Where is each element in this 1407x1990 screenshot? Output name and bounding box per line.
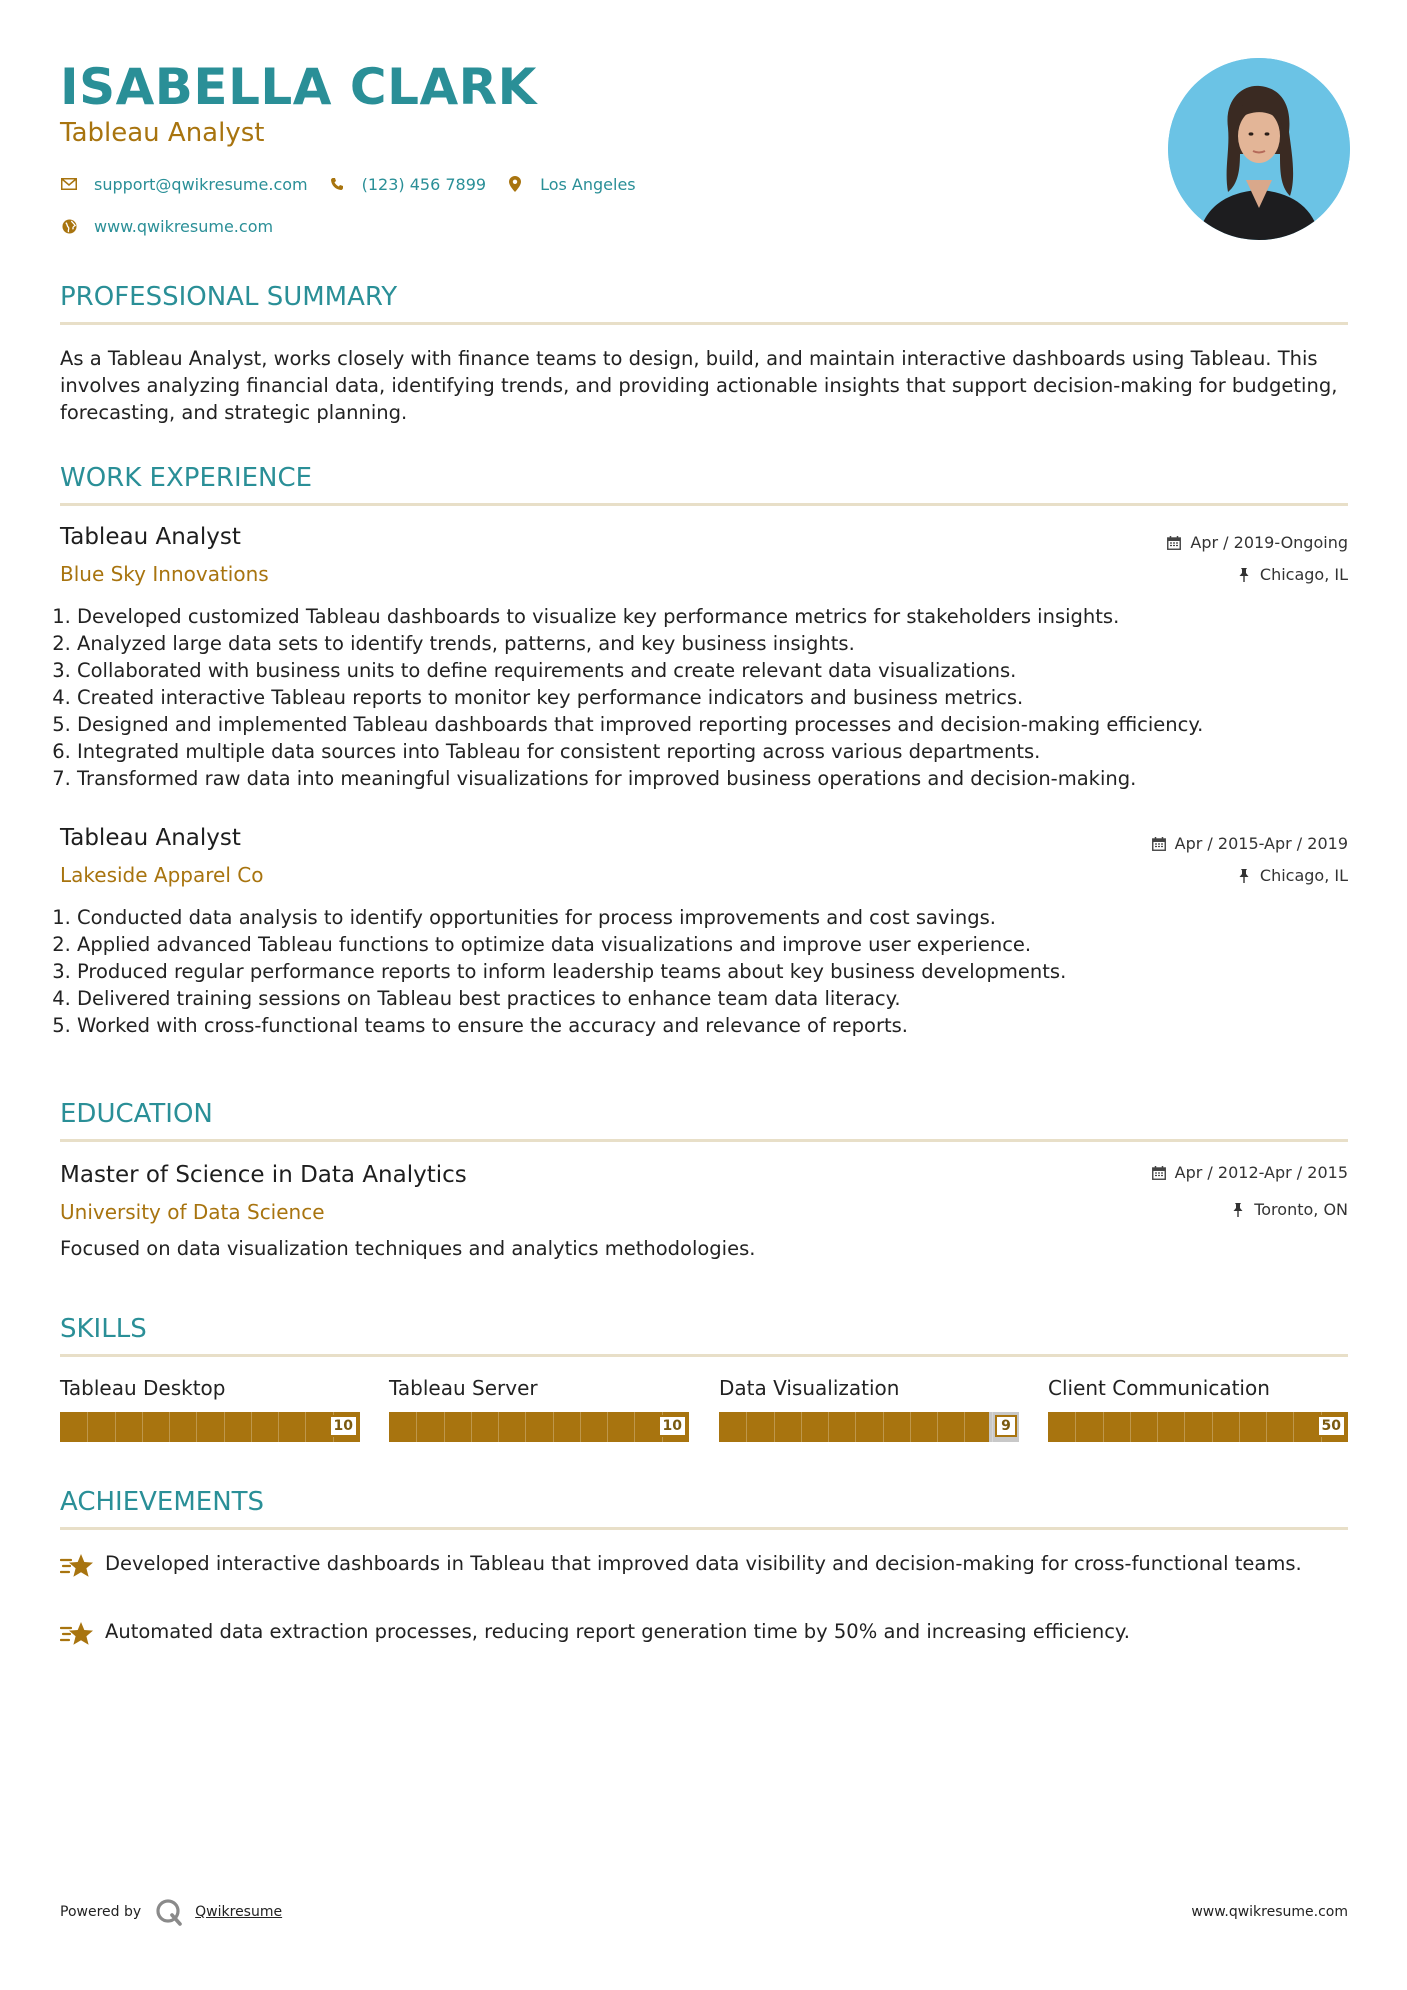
skill-bar-segment bbox=[278, 1412, 279, 1442]
list-item: 1. Conducted data analysis to identify opportunities for process improvements and cost savings. bbox=[77, 904, 1348, 931]
education-dates-text: Apr / 2012-Apr / 2015 bbox=[1174, 1163, 1348, 1182]
section-divider bbox=[60, 322, 1348, 325]
profile-photo bbox=[1168, 58, 1350, 240]
footer-website[interactable]: www.qwikresume.com bbox=[1191, 1904, 1348, 1920]
school-name: University of Data Science bbox=[60, 1200, 325, 1224]
skill-bar-segment bbox=[196, 1412, 197, 1442]
resume-page bbox=[60, 0, 1348, 1990]
job-location bbox=[1236, 565, 1348, 584]
section-title-summary: PROFESSIONAL SUMMARY bbox=[60, 282, 398, 312]
job-location bbox=[1236, 866, 1348, 885]
list-item: 6. Integrated multiple data sources into Tableau for consistent reporting across various departments. bbox=[77, 738, 1348, 765]
skill-bar-segment bbox=[115, 1412, 116, 1442]
powered-by-label: Powered by bbox=[60, 1904, 142, 1920]
list-item: 4. Delivered training sessions on Tableau best practices to enhance team data literacy. bbox=[77, 985, 1348, 1012]
job-dates bbox=[1166, 533, 1348, 552]
list-item: 2. Applied advanced Tableau functions to optimize data visualizations and improve user experience. bbox=[77, 931, 1348, 958]
skill-bar-segment bbox=[774, 1412, 775, 1442]
skill-bar-segment bbox=[169, 1412, 170, 1442]
contact-row-2 bbox=[60, 214, 293, 238]
skill-bar-segment bbox=[746, 1412, 747, 1442]
skill-bar-segment bbox=[525, 1412, 526, 1442]
section-title-achievements: ACHIEVEMENTS bbox=[60, 1487, 265, 1517]
skill-bar-segment bbox=[855, 1412, 856, 1442]
section-title-skills: SKILLS bbox=[60, 1314, 147, 1344]
skill-bar-segment bbox=[251, 1412, 252, 1442]
location-text: Los Angeles bbox=[540, 174, 636, 194]
job-dates-text: Apr / 2019-Ongoing bbox=[1190, 533, 1348, 552]
job-dates-text: Apr / 2015-Apr / 2019 bbox=[1174, 834, 1348, 853]
skill-bar-fill bbox=[1048, 1412, 1348, 1442]
job-title: Tableau Analyst bbox=[60, 825, 241, 851]
skill-score: 50 bbox=[1317, 1415, 1346, 1437]
skill-bar-segment bbox=[1239, 1412, 1240, 1442]
section-divider bbox=[60, 503, 1348, 506]
skill-bar-segment bbox=[444, 1412, 445, 1442]
skill-bar-segment bbox=[553, 1412, 554, 1442]
star-award-icon bbox=[60, 1552, 94, 1582]
job-dates bbox=[1151, 834, 1348, 853]
job-location-text: Chicago, IL bbox=[1259, 565, 1348, 584]
summary-text: As a Tableau Analyst, works closely with finance teams to design, build, and maintain interactive dashboards using Tableau. This involves analyzing financial data, identifying trends, and providing actionable insights that support decision-making for budgeting, forecasting, and strategic planning. bbox=[60, 347, 1338, 424]
skill-bar bbox=[1048, 1412, 1348, 1442]
skill-bar-segment bbox=[1075, 1412, 1076, 1442]
website-link[interactable]: www.qwikresume.com bbox=[94, 216, 274, 236]
skill-name: Data Visualization bbox=[719, 1376, 900, 1400]
company-name: Blue Sky Innovations bbox=[60, 562, 269, 586]
education-dates bbox=[1151, 1163, 1348, 1182]
skill-bar-segment bbox=[1157, 1412, 1158, 1442]
phone-icon bbox=[328, 175, 346, 193]
list-item: 3. Produced regular performance reports to inform leadership teams about key business developments. bbox=[77, 958, 1348, 985]
skill-bar-segment bbox=[305, 1412, 306, 1442]
achievement-text: Developed interactive dashboards in Tableau that improved data visibility and decision-making for cross-functional teams. bbox=[105, 1552, 1302, 1575]
skill-bar-segment bbox=[471, 1412, 472, 1442]
pushpin-icon bbox=[1236, 868, 1252, 884]
skill-bar bbox=[60, 1412, 360, 1442]
section-divider bbox=[60, 1139, 1348, 1142]
skill-name: Tableau Desktop bbox=[60, 1376, 226, 1400]
skill-bar-segment bbox=[828, 1412, 829, 1442]
skill-name: Client Communication bbox=[1048, 1376, 1270, 1400]
skill-bar bbox=[719, 1412, 1019, 1442]
skill-bar-segment bbox=[416, 1412, 417, 1442]
skill-bar-segment bbox=[937, 1412, 938, 1442]
company-name: Lakeside Apparel Co bbox=[60, 863, 264, 887]
skill-bar-segment bbox=[1184, 1412, 1185, 1442]
skill-bar-segment bbox=[634, 1412, 635, 1442]
globe-icon bbox=[60, 217, 78, 235]
job-responsibilities bbox=[60, 603, 1348, 792]
education-description: Focused on data visualization techniques and analytics methodologies. bbox=[60, 1237, 756, 1260]
footer-powered-by bbox=[60, 1898, 282, 1926]
skill-bar-fill bbox=[60, 1412, 360, 1442]
education-location-text: Toronto, ON bbox=[1254, 1200, 1348, 1219]
list-item: 4. Created interactive Tableau reports to monitor key performance indicators and business metrics. bbox=[77, 684, 1348, 711]
skill-bar-segment bbox=[1212, 1412, 1213, 1442]
skill-bar-segment bbox=[910, 1412, 911, 1442]
list-item: 1. Developed customized Tableau dashboards to visualize key performance metrics for stakeholders insights. bbox=[77, 603, 1348, 630]
qwikresume-logo-icon bbox=[155, 1898, 183, 1926]
section-title-education: EDUCATION bbox=[60, 1099, 213, 1129]
pushpin-icon bbox=[1230, 1202, 1246, 1218]
job-responsibilities bbox=[60, 904, 1348, 1039]
skill-bar-segment bbox=[1103, 1412, 1104, 1442]
job-location-text: Chicago, IL bbox=[1259, 866, 1348, 885]
skill-bar-segment bbox=[964, 1412, 965, 1442]
skill-bar-segment bbox=[498, 1412, 499, 1442]
envelope-icon bbox=[60, 175, 78, 193]
star-award-icon bbox=[60, 1620, 94, 1650]
list-item: 5. Worked with cross-functional teams to ensure the accuracy and relevance of reports. bbox=[77, 1012, 1348, 1039]
section-divider bbox=[60, 1354, 1348, 1357]
candidate-name: ISABELLA CLARK bbox=[60, 58, 537, 116]
skill-bar bbox=[389, 1412, 689, 1442]
skill-bar-segment bbox=[142, 1412, 143, 1442]
achievement-text: Automated data extraction processes, reducing report generation time by 50% and increasing efficiency. bbox=[105, 1620, 1130, 1643]
list-item: 2. Analyzed large data sets to identify trends, patterns, and key business insights. bbox=[77, 630, 1348, 657]
list-item: 3. Collaborated with business units to define requirements and create relevant data visualizations. bbox=[77, 657, 1348, 684]
calendar-icon bbox=[1151, 1165, 1167, 1181]
list-item: 7. Transformed raw data into meaningful visualizations for improved business operations and decision-making. bbox=[77, 765, 1348, 792]
skill-bar-segment bbox=[992, 1412, 993, 1442]
pushpin-icon bbox=[1236, 567, 1252, 583]
location-pin-icon bbox=[506, 175, 524, 193]
skill-name: Tableau Server bbox=[389, 1376, 538, 1400]
skill-bar-segment bbox=[1266, 1412, 1267, 1442]
calendar-icon bbox=[1166, 535, 1182, 551]
skill-bar-fill bbox=[389, 1412, 689, 1442]
skill-score: 9 bbox=[995, 1415, 1017, 1437]
job-title: Tableau Analyst bbox=[60, 524, 241, 550]
section-title-experience: WORK EXPERIENCE bbox=[60, 463, 313, 493]
contact-row-1 bbox=[60, 172, 656, 196]
candidate-title: Tableau Analyst bbox=[60, 118, 265, 148]
skill-bar-segment bbox=[801, 1412, 802, 1442]
calendar-icon bbox=[1151, 836, 1167, 852]
list-item: 5. Designed and implemented Tableau dashboards that improved reporting processes and decision-making efficiency. bbox=[77, 711, 1348, 738]
skill-bar-segment bbox=[87, 1412, 88, 1442]
skill-score: 10 bbox=[329, 1415, 358, 1437]
skill-bar-segment bbox=[580, 1412, 581, 1442]
skill-bar-segment bbox=[883, 1412, 884, 1442]
skill-bar-segment bbox=[607, 1412, 608, 1442]
phone-number[interactable]: (123) 456 7899 bbox=[361, 174, 487, 194]
education-location bbox=[1230, 1200, 1348, 1219]
section-divider bbox=[60, 1527, 1348, 1530]
email-link[interactable]: support@qwikresume.com bbox=[94, 174, 308, 194]
skill-bar-segment bbox=[1130, 1412, 1131, 1442]
skill-bar-segment bbox=[224, 1412, 225, 1442]
skill-bar-segment bbox=[1293, 1412, 1294, 1442]
skill-bar-fill bbox=[719, 1412, 989, 1442]
degree-title: Master of Science in Data Analytics bbox=[60, 1162, 467, 1188]
qwikresume-link[interactable]: Qwikresume bbox=[195, 1904, 283, 1920]
skill-score: 10 bbox=[658, 1415, 687, 1437]
